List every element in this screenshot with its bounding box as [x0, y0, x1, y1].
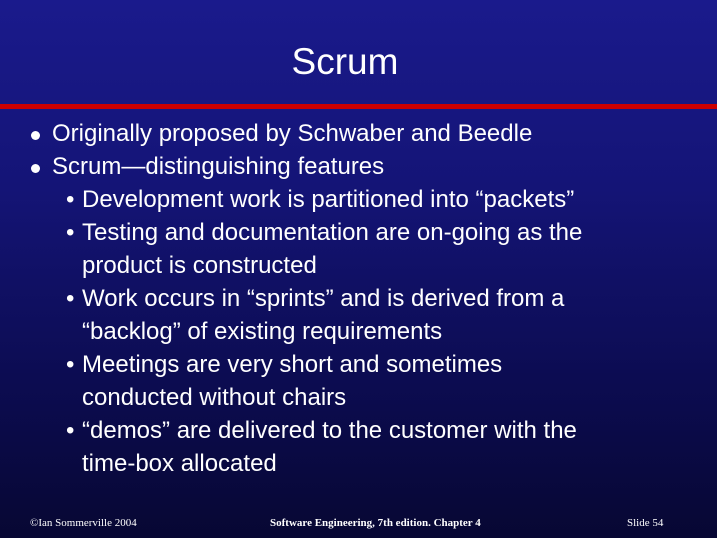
footer-copyright: ©Ian Sommerville 2004 [30, 517, 137, 529]
sub-bullet-marker-icon: • [66, 219, 75, 246]
footer-slide-number: Slide 54 [627, 517, 664, 529]
sub-bullet-marker-icon: • [66, 417, 75, 444]
title-divider [0, 104, 717, 109]
slide-content [0, 117, 717, 480]
sub-bullet-line: time-box allocated [82, 450, 277, 477]
sub-bullet-item [0, 348, 717, 414]
sub-bullet-line: product is constructed [82, 252, 317, 279]
bullet-text: Scrum—distinguishing features [52, 153, 385, 180]
bullet-dot-icon [31, 164, 40, 173]
sub-bullet-line: conducted without chairs [82, 384, 347, 411]
sub-bullet-item [0, 282, 717, 348]
sub-bullet-marker-icon: • [66, 351, 75, 378]
sub-bullet-item [0, 216, 717, 282]
sub-bullet-line: “demos” are delivered to the customer with the [82, 417, 577, 444]
bullet-item [0, 117, 717, 150]
bullet-item [0, 150, 717, 183]
bullet-dot-icon [31, 131, 40, 140]
slide-title: Scrum [291, 41, 399, 82]
sub-bullet-line: Testing and documentation are on-going as the [82, 219, 583, 246]
sub-bullet-item [0, 414, 717, 480]
sub-bullet-line: Meetings are very short and sometimes [82, 351, 503, 378]
bullet-text: Originally proposed by Schwaber and Beedle [52, 120, 533, 147]
sub-bullet-item [0, 183, 717, 216]
sub-bullet-line: Work occurs in “sprints” and is derived from a [82, 285, 565, 312]
sub-bullet-line: “backlog” of existing requirements [82, 318, 443, 345]
footer-book-title: Software Engineering, 7th edition. Chapter 4 [270, 517, 481, 529]
sub-bullet-marker-icon: • [66, 285, 75, 312]
sub-bullet-line: Development work is partitioned into “packets” [82, 186, 575, 213]
sub-bullet-marker-icon: • [66, 186, 75, 213]
